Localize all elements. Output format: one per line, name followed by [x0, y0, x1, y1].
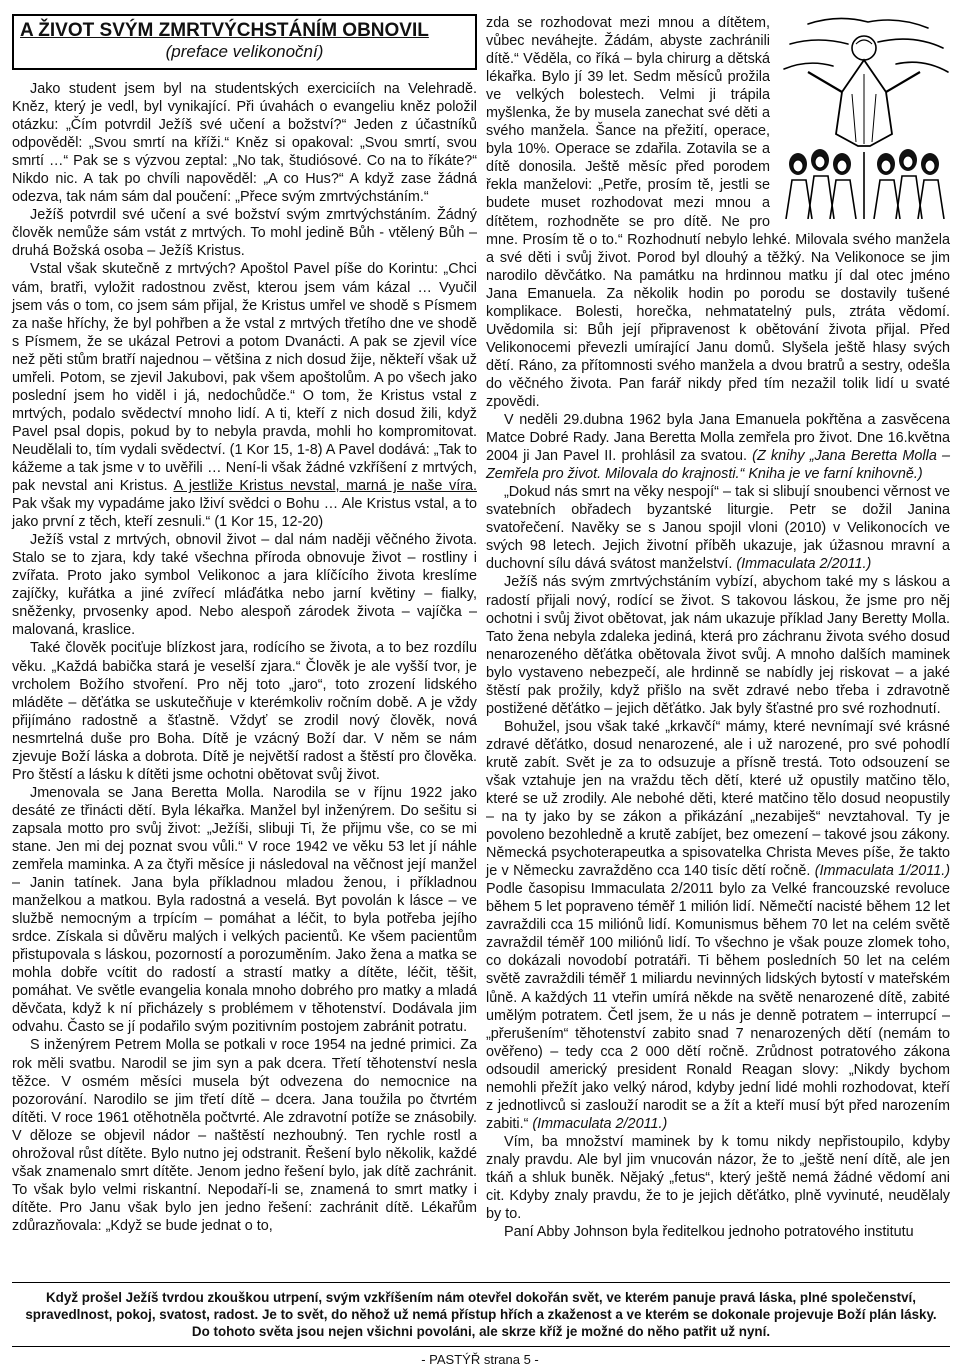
paragraph: Paní Abby Johnson byla ředitelkou jednoho potratového institutu — [504, 1224, 914, 1241]
article-title: A ŽIVOT SVÝM ZMRTVÝCHSTÁNÍM OBNOVIL — [20, 20, 429, 41]
paragraph — [486, 718, 950, 1133]
paragraph: Ježíš vstal z mrtvých, obnovil život – dal nám naději věčného života. Stalo se to zjara, kdy také všechna příroda obnovuje život – rostliny i zvířata. Proto jako symbol Velikonoc a jara klíčícího života kreslíme zajíčky, kuřátka a jiné zvířecí mláďátka nebo jarní květiny – fialky, sněženky, prvosenky apod. Nebo alespoň zárodek života – vajíčka – malovaná, kraslice. — [12, 532, 477, 639]
paragraph: Vím, ba množství maminek by k tomu nikdy nepřistoupilo, kdyby znaly pravdu. Ale byl jim vnucován názor, že to „ještě není dítě, ale jen tkáň a shluk buněk. Nějaký „fetus“, který ještě nemá žádné vědomí ani cit. Kdyby znaly pravdu, že to je jejich děťátko, plně vyvinuté, neudělaly by to. — [486, 1133, 950, 1223]
paragraph: Jmenovala se Jana Beretta Molla. Narodila se v říjnu 1922 jako desáté ze třinácti dětí. Byla lékařka. Manžel byl inženýrem. Do sešitu si zapsala motto pro svůj život: „Ježíši, slibuji Ti, že přijmu vše, co se mi stane. Jen mi dej poznat svou vůli.“ V roce 1942 ve věku 53 let jí náhle zemřela maminka. A za čtyři měsíce ji následoval na věčnost její manžel – Janin tatínek. Jana byla příkladnou mladou ženou, i příkladnou manželkou a matkou. Byla radostná a veselá. Byt povolán k lásce – ve službě nemocným a trpícím – pomáhat a léčit, to byla potřeba jejího srdce. Získala si důvěru malých i velkých pacientů. Ke všem pacientům přistupovala s láskou, pozorností a porozuměním. Jako žena a matka se mohla dobře vcítit do radostí a strastí matky a dítěte, léčit, těšit, pomáhat. Ve světle evangelia konala mnoho dobrého pro matky a mladá děvčata, když k ní přicházely s problémem v těhotenství. Dodávala jim odvahu. Často se jí podařilo svým pozitivním postojem zabránit potratu. — [12, 784, 477, 1036]
paragraph — [486, 483, 950, 573]
paragraph: zda se rozhodovat mezi mnou a dítětem, vůbec neváhejte. Žádám, abyste zachránili dítě.“ Věděla, co říká – byla chirurg a dětská lékařka. Bylo jí 39 let. Sedm měsíců prožila ve velkých bolestech. Velmi ji trápila myšlenka, že by musela zanechat své děti a svého manžela. Šance na přežití, operace, byla 10%. Operace se zdařila. Zotavila se a dítě donosila. Ještě měsíc před porodem řekla manželovi: „Petře, prosím tě, jestli se budete muset rozhodovat mezi mnou a dítětem, rozhodněte se pro dítě. Ne pro mne. Prosím tě o to.“ Rozhodnutí nebylo lehké. Milovala svého manžela a své děti i svůj život. Porod byl dlouhý a těžký. Na Velikonoce se jim narodilo děvčátko. Na památku na hrdinnou matku jí dal otec jméno Jana Emanuela. Za několik hodin po porodu se dostavily tušené komplikace. Bolesti, horečka, nehmatatelný puls, ztráta vědomí. Uvědomila si: Bůh její připravenost k obětování života přijal. Před Velikonocemi převezli umírající Janu domů. Slyšela ještě hlasy svých dětí. Ráno, za přítomnosti svého manžela a dvou bratrů a sestry, odešla do věčného života. Pan farář nikdy před tím nezažil tolik lidí u svaté zpovědi. — [486, 15, 950, 410]
paragraph-text: Pak však my vypadáme jako lživí svědci o Bohu … Ale Kristus vstal, a to jako první z těch, kteří zesnuli.“ (1 Kor 15, 12-20) — [12, 496, 477, 531]
book-citation: (Z knihy „Jana Beretta Molla – Zemřela pro život. Milovala do krajnosti.“ Kniha je ve farní knihovně.) — [486, 448, 950, 483]
paragraph-text: Podle časopisu Immaculata 2/2011 bylo za Velké francouzské revoluce během 5 let popraveno téměř 1 milión lidí. Němečtí nacisté během 12 let zavraždili cca 15 miliónů lidí. Komunismus během 70 let na celém světě zavraždil téměř 100 miliónů lidí. To všechno je však pouze zlomek toho, co dokázali novodobí potratáři. Ti během posledních 50 let na celém světě zavraždili téměř 1 miliardu nevinných lidských bytostí v mateřském lůně. A každých 11 vteřin umírá někde na světě nenarozené dítě, zabité umělým potratem. Četl jsem, že u nás je denně potratem – interrupcí – „přerušením“ těhotenství zabito snad 7 nenarozených dětí (nemám to ověřeno) – tedy cca 2 000 dětí ročně. Zrůdnost potratového zákona odsoudil americký president Ronald Reagan slovy: „Nikdy bychom nemohli přežít jako velký národ, kdyby jední lidé mohli rozhodovat, kteří z jednotlivců si zaslouží narodit se a žít a kteří musí být před narozením zabiti.“ — [486, 881, 950, 1132]
page-number: - PASTÝŘ strana 5 - — [421, 1352, 539, 1367]
paragraph — [12, 260, 477, 531]
source-citation: (Immaculata 1/2011.) — [814, 863, 950, 880]
paragraph-text: Bohužel, jsou však také „krkavčí“ mámy, které nevnímají své krásné zdravé děťátko, dosud nenarozené, ale i už narozené, pro své pohodlí krutě zabít. Svět je za to odsuzuje a přísně trestá. Toto odsouzení se však vztahuje jen na vraždu těch dětí, které už opustily matčino tělo, které se už zrodily. Ale nebohé děti, které matčino tělo dosud neopustily – na ty jako by se zákon a přikázání „nezabiješ“ nevztahoval. Ty je povoleno bezohledně a krutě zabíjet, bez omezení – takové jsou zákony. Německá psychoterapeutka a spisovatelka Christa Meves píše, že takto je v Německu zavražděno cca 140 tisíc dětí ročně. — [486, 718, 950, 880]
source-citation: (Immaculata 2/2011.) — [532, 1115, 668, 1132]
underlined-quote: A jestliže Kristus nevstal, marná je naše víra. — [173, 478, 477, 495]
paragraph-text: „Dokud nás smrt na věky nespojí“ – tak si slibují snoubenci věrnost ve svatebních obřadech byzantské liturgie. Petr se dožil Janina svatořečení. Navěky se s Janou spojil vloni (2010) v Velikonocích ve svých 98 letech. Jejich životní příběh ukazuje, jak úžasnou mravní a duchovní sílu dává svátost manželství. — [486, 484, 950, 573]
article-title-box — [12, 14, 477, 70]
paragraph: Také člověk pociťuje blízkost jara, rodícího se života, a to bez rozdílu věku. „Každá babička stará je veselší zjara.“ Člověk je ale vyšší tvor, je vrcholem Božího stvoření. Pro něj toto „jaro“, toto zrození lidského mláděte – děťátka se uskutečňuje v kterémkoliv ročním době. A je vždy přijímáno radostně a šťastně. Vždyť se zrodil nový člověk, nová nesmrtelná duše pro Boha. Dítě je vzácný Boží dar. V něm se nám zjevuje Boží láska a dobrota. Dítě je největší radost a štěstí pro člověka. Pro štěstí a lásku k dítěti jsme ochotni obětovat svůj život. — [12, 640, 477, 783]
paragraph: Ježíš potvrdil své učení a své božství svým zmrtvýchstáním. Žádný člověk nemůže sám vstát z mrtvých. To mohl jedině Bůh - vtělený Bůh – druhá Božská osoba – Ježíš Kristus. — [12, 207, 477, 260]
source-citation: (Immaculata 2/2011.) — [736, 556, 872, 573]
paragraph-text: Vstal však skutečně z mrtvých? Apoštol Pavel píše do Korintu: „Chci vám, bratři, vyložit radostnou zvěst, kterou jsem vám kázal … Vyučil jsem vás o tom, co jsem sám přijal, že Kristus umřel ve shodě s Písmem za naše hříchy, že byl pohřben a že vstal z mrtvých třetího dne ve shodě s Písmem, že se ukázal Petrovi a potom Dvanácti. A pak se zjevil více než pěti stům bratří najednou – většina z nich dosud žije, někteří však už umřeli. Potom, se zjevil Jakubovi, pak všem apoštolům. A po všech jako poslední jsem ho viděl i já, nedochůdče.“ O tom, že Kristus vstal z mrtvých, podalo svědectví mnoho lidí. A ti, kteří z nich dosud žili, když Pavel psal dopis, pokud by to nebyla pravda, mohli ho kompromitovat. Neudělali to, tím vydali svědectví. (1 Kor 15, 1-8) A Pavel dodává: „Tak to kážeme a tak jsme v to uvěřili … Není-li však žádné vzkříšení z mrtvých, pak nevstal ani Kristus. — [12, 261, 477, 495]
footer-text: Když prošel Ježíš tvrdou zkouškou utrpení, svým vzkříšením nám otevřel dokořán svět, ve kterém panuje pravá láska, plné společenství, spravedlnost, pokoj, svatost, radost. Je to svět, do něhož už nemá přístup hřích a zkaženost a ve kterém se dokonale projevuje Boží plán lásky. Do tohoto světa jsou nejen všichni povoláni, ale skrze kříž je možné do něho patřit už nyní. — [25, 1290, 937, 1339]
paragraph: Jako student jsem byl na studentských exerciciích na Velehradě. Kněz, který je vedl, byl vynikající. Při úvahách o evangeliu kněz položil otázku: „Čím potvrdil Ježíš své učení a božství?“ Jeden z účastníků odpověděl: „Svou smrtí na kříži.“ Kněz si opakoval: „Svou smrtí, svou smrtí …“ Pak se s výzvou zeptal: „No tak, študiósové. Co na to říkáte?“ Nikdo nic. A tak po chvíli napověděl: „A co Hus?“ A když zase žádná odezva, tak nám sám dal poučení: „Přece svým zmrtvýchstáním.“ — [12, 81, 477, 206]
right-column — [486, 14, 950, 1241]
paragraph: S inženýrem Petrem Molla se potkali v roce 1954 na jedné primici. Za rok měli svatbu. Narodil se jim syn a pak dcera. Třetí těhotenství nesla těžce. V osmém měsíci musela být odvezena do nemocnice na pozorování. Narodilo se jim třetí dítě – dcera. Jana toužila po čtvrtém dítěti. V roce 1961 otěhotněla počtvrté. Ale zdravotní potíže se znásobily. V děloze se objevil nádor – naštěstí nezhoubný. Ten rychle rostl a ohrožoval růst dítěte. Bylo nutno jej odstranit. Řešení bylo několik, každé však znamenalo smrt dítěte. Jenom jedno řešení bylo, jak dítě zachránit. To však bylo velmi riskantní. Nepodaří-li se, znamená to smrt matky i dítěte. Pro Janu však bylo jen jedno řešení: zachránit dítě. Lékařům zdůrazňovala: „Když se bude jednat o to, — [12, 1037, 477, 1234]
paragraph-text: V neděli 29.dubna 1962 byla Jana Emanuela pokřtěna a zasvěcena Matce Dobré Rady. Jana Beretta Molla zemřela pro život. Dne 16.května 2004 ji Jan Pavel II. prohlásil za svatou. — [486, 412, 950, 465]
left-column — [12, 14, 477, 1235]
footer-quote-box — [12, 1282, 950, 1347]
article-subtitle: (preface velikonoční) — [165, 42, 324, 61]
risen-christ-with-apostles-drawing — [778, 14, 950, 219]
paragraph — [486, 411, 950, 483]
paragraph: Ježíš nás svým zmrtvýchstáním vybízí, abychom také my s láskou a radostí přijali nový, rodící se život. S takovou láskou, že jsme pro něj ochotni i svůj život obětovat, jak nám ukazuje příklad Jany Beretty Molla. Tato žena nebyla zdaleka jediná, která pro záchranu života svého dosud nenarozeného děťátka obětovala život svůj. A mnoho dalších maminek bylo vystaveno nebezpečí, ale hrdinně se nabídly jej riskovat – a jaké štěstí pak prožily, když přišlo na svět zdravé nebo třeba i zdravotně postižené děťátko – jejich děťátko. Jak byly šťastné pro své rozhodnutí. — [486, 574, 950, 717]
